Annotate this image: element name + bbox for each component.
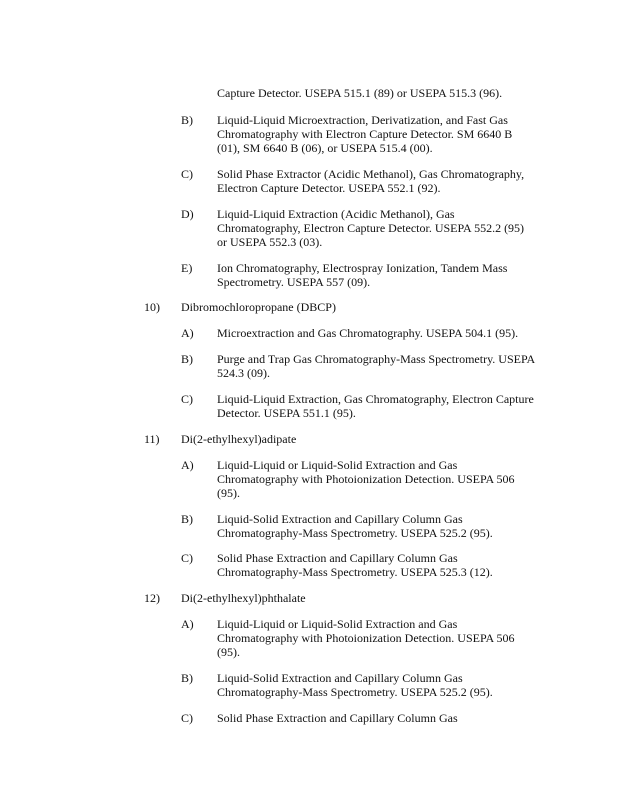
item-text-line: Liquid-Solid Extraction and Capillary Column Gas [217,512,463,526]
item-text-line: Liquid-Liquid Microextraction, Derivatization, and Fast Gas [217,113,508,127]
item-text-line: Liquid-Solid Extraction and Capillary Column Gas [217,671,463,685]
item-text-line: Liquid-Liquid or Liquid-Solid Extraction and Gas [217,617,458,631]
item-label: A) [181,458,194,472]
section-number: 12) [144,591,160,605]
item-label: C) [181,551,193,565]
item-text-line: Electron Capture Detector. USEPA 552.1 (92). [217,181,441,195]
item-label: E) [181,261,193,275]
section-number: 10) [144,300,160,314]
item-label: C) [181,711,193,725]
item-label: D) [181,207,194,221]
item-label: A) [181,617,194,631]
item-label: C) [181,392,193,406]
item-text-line: Liquid-Liquid Extraction (Acidic Methanol), Gas [217,207,455,221]
item-text-line: Solid Phase Extraction and Capillary Column Gas [217,551,458,565]
item-label: B) [181,512,193,526]
item-text-line: Purge and Trap Gas Chromatography-Mass Spectrometry. USEPA [217,352,536,366]
item-text-line: Spectrometry. USEPA 557 (09). [217,275,371,289]
continuation-line: Capture Detector. USEPA 515.1 (89) or USEPA 515.3 (96). [217,86,503,100]
item-text-line: Ion Chromatography, Electrospray Ionization, Tandem Mass [217,261,508,275]
item-text-line: Chromatography-Mass Spectrometry. USEPA 525.2 (95). [217,685,493,699]
item-text-line: Solid Phase Extractor (Acidic Methanol), Gas Chromatography, [217,167,525,181]
item-text-line: Chromatography with Photoionization Detection. USEPA 506 [217,631,515,645]
section-title: Di(2-ethylhexyl)adipate [181,432,297,446]
item-label: B) [181,352,193,366]
item-text-line: Microextraction and Gas Chromatography. USEPA 504.1 (95). [217,326,519,340]
item-label: C) [181,167,193,181]
item-text-line: Chromatography with Photoionization Detection. USEPA 506 [217,472,515,486]
item-text-line: Solid Phase Extraction and Capillary Column Gas [217,711,458,725]
item-text-line: Liquid-Liquid or Liquid-Solid Extraction and Gas [217,458,458,472]
item-label: B) [181,671,193,685]
item-label: A) [181,326,194,340]
item-label: B) [181,113,193,127]
section-number: 11) [144,432,160,446]
item-text-line: Chromatography with Electron Capture Detector. SM 6640 B [217,127,513,141]
item-text-line: (95). [217,486,240,500]
item-text-line: Chromatography, Electron Capture Detector. USEPA 552.2 (95) [217,221,525,235]
item-text-line: 524.3 (09). [217,366,270,380]
section-title: Di(2-ethylhexyl)phthalate [181,591,306,605]
section-title: Dibromochloropropane (DBCP) [181,300,336,314]
item-text-line: or USEPA 552.3 (03). [217,235,323,249]
item-text-line: Detector. USEPA 551.1 (95). [217,406,356,420]
item-text-line: Liquid-Liquid Extraction, Gas Chromatography, Electron Capture [217,392,534,406]
item-text-line: (95). [217,645,240,659]
item-text-line: Chromatography-Mass Spectrometry. USEPA 525.2 (95). [217,526,493,540]
item-text-line: (01), SM 6640 B (06), or USEPA 515.4 (00). [217,141,433,155]
item-text-line: Chromatography-Mass Spectrometry. USEPA 525.3 (12). [217,565,493,579]
